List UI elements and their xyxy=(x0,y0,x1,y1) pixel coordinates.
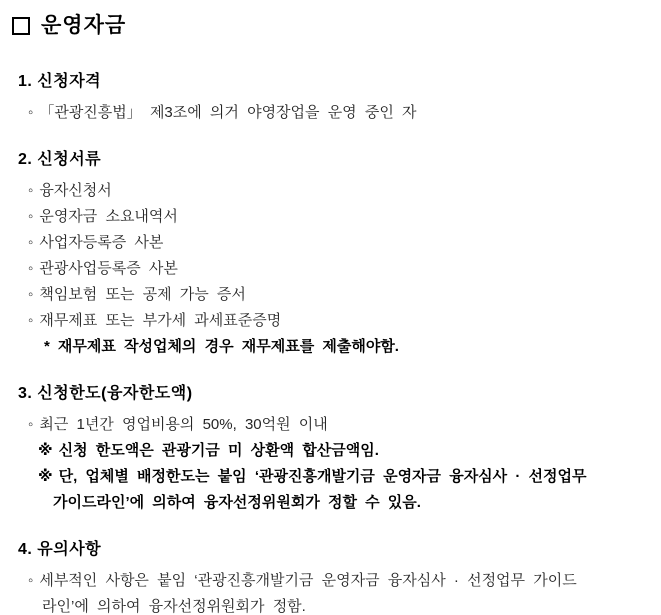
item-text: 「관광진흥법」 제3조에 의거 야영장업을 운영 중인 자 xyxy=(39,104,417,121)
item-text: 관광사업등록증 사본 xyxy=(39,260,178,277)
list-item-line xyxy=(0,308,661,334)
circle-bullet-icon: ◦ xyxy=(28,104,34,121)
list-item-line xyxy=(0,438,661,464)
list-item-line xyxy=(0,100,661,126)
item-text: 라인’에 의하여 융자선정위원회가 정함. xyxy=(42,598,306,615)
document-body xyxy=(0,72,661,615)
item-text: 책임보험 또는 공제 가능 증서 xyxy=(39,286,246,303)
section-heading: 1. 신청자격 xyxy=(18,73,102,90)
list-item-line xyxy=(0,412,661,438)
item-text: 가이드라인’에 의하여 융자선정위원회가 정할 수 있음. xyxy=(53,494,421,511)
asterisk-icon: * xyxy=(44,338,50,355)
item-text: 단, 업체별 배정한도는 붙임 ‘관광진흥개발기금 운영자금 융자심사 · 선정업무 xyxy=(58,468,587,485)
list-item-line xyxy=(0,282,661,308)
list-item-line xyxy=(0,204,661,230)
document-page xyxy=(0,14,661,615)
item-text: 최근 1년간 영업비용의 50%, 30억원 이내 xyxy=(39,416,328,433)
circle-bullet-icon: ◦ xyxy=(28,416,34,433)
circle-bullet-icon: ◦ xyxy=(28,208,34,225)
circle-bullet-icon: ◦ xyxy=(28,260,34,277)
item-text: 재무제표 작성업체의 경우 재무제표를 제출해야함. xyxy=(57,338,399,355)
list-item-line xyxy=(0,256,661,282)
circle-bullet-icon: ◦ xyxy=(28,572,34,589)
item-text: 재무제표 또는 부가세 과세표준증명 xyxy=(39,312,282,329)
section-heading: 4. 유의사항 xyxy=(18,541,102,558)
item-text: 사업자등록증 사본 xyxy=(39,234,164,251)
circle-bullet-icon: ◦ xyxy=(28,312,34,329)
item-text: 세부적인 사항은 붙임 ‘관광진흥개발기금 운영자금 융자심사 · 선정업무 가이드 xyxy=(39,572,577,589)
section-heading: 3. 신청한도(융자한도액) xyxy=(18,385,193,402)
page-title-text: 운영자금 xyxy=(41,14,127,37)
list-item-line xyxy=(0,334,661,360)
reference-mark-icon: ※ xyxy=(38,468,53,485)
list-item-line xyxy=(0,230,661,256)
circle-bullet-icon: ◦ xyxy=(28,182,34,199)
section-heading: 2. 신청서류 xyxy=(18,151,102,168)
list-item-line xyxy=(0,490,661,516)
square-bullet-icon xyxy=(12,17,30,35)
list-item-line xyxy=(0,464,661,490)
page-title xyxy=(12,14,661,38)
list-item-line xyxy=(0,594,661,615)
list-item-line xyxy=(0,178,661,204)
item-text: 융자신청서 xyxy=(39,182,112,199)
circle-bullet-icon: ◦ xyxy=(28,234,34,251)
item-text: 운영자금 소요내역서 xyxy=(39,208,178,225)
circle-bullet-icon: ◦ xyxy=(28,286,34,303)
list-item-line xyxy=(0,568,661,594)
item-text: 신청 한도액은 관광기금 미 상환액 합산금액임. xyxy=(58,442,379,459)
reference-mark-icon: ※ xyxy=(38,442,53,459)
